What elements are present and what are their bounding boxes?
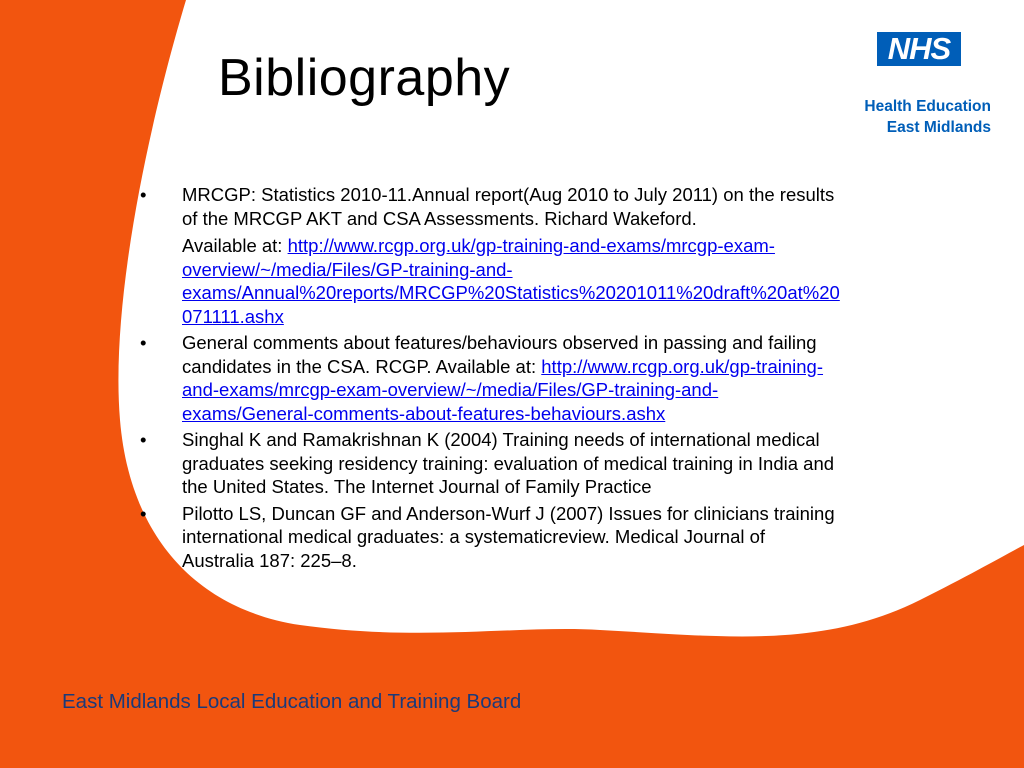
logo-line-east-midlands: East Midlands xyxy=(886,119,991,136)
reference-availability xyxy=(182,234,970,328)
bullet-icon: • xyxy=(140,332,147,353)
slide-title: Bibliography xyxy=(218,49,511,107)
reference-text-line: Pilotto LS, Duncan GF and Anderson-Wurf J (2007) Issues for clinicians training xyxy=(182,502,835,524)
reference-item-mrcgp-statistics xyxy=(140,183,970,328)
reference-text-line: of the MRCGP AKT and CSA Assessments. Richard Wakeford. xyxy=(182,207,697,229)
reference-item-singhal xyxy=(140,428,970,499)
reference-item-general-comments xyxy=(140,331,970,425)
reference-text-line: MRCGP: Statistics 2010-11.Annual report(Aug 2010 to July 2011) on the results xyxy=(182,184,835,205)
reference-text-line: General comments about features/behaviours observed in passing and failing xyxy=(182,332,817,353)
bibliography-list xyxy=(140,183,970,575)
reference-text-line: Australia 187: 225–8. xyxy=(182,549,357,571)
reference-text-line: the United States. The Internet Journal of Family Practice xyxy=(182,476,652,497)
bullet-icon: • xyxy=(140,502,147,524)
nhs-logo-text: NHS xyxy=(887,31,951,66)
reference-item-pilotto xyxy=(140,502,970,573)
reference-link-general-comments[interactable]: http://www.rcgp.org.uk/gp-training- and-exams/mrcgp-exam-overview/~/media/Files/GP-training-and- exams/General-comments-about-features-behaviours.ashx xyxy=(182,355,824,424)
bullet-icon: • xyxy=(140,184,147,205)
reference-text-line: candidates in the CSA. RCGP. Available at: http://www.rcgp.org.uk/gp-training- and-exams/mrcgp-exam-overview/~/media/Files/GP-training-and- exams/General-comments-about-features-behaviours.ashx xyxy=(182,355,824,424)
available-at-label: Available at: xyxy=(182,235,288,256)
reference-text-line: international medical graduates: a systematicreview. Medical Journal of xyxy=(182,526,766,547)
reference-text-line: graduates seeking residency training: evaluation of medical training in India and xyxy=(182,452,835,474)
footer-organization: East Midlands Local Education and Training Board xyxy=(62,690,522,713)
reference-link-mrcgp-statistics[interactable]: http://www.rcgp.org.uk/gp-training-and-exams/mrcgp-exam- overview/~/media/Files/GP-training-and- exams/Annual%20reports/MRCGP%20Statistics%20201011%20draft%20at%20 071111.ashx xyxy=(182,235,840,327)
bullet-icon: • xyxy=(140,429,147,450)
reference-text-line: Singhal K and Ramakrishnan K (2004) Training needs of international medical xyxy=(182,429,820,450)
logo-line-health-education: Health Education xyxy=(864,98,991,115)
nhs-health-education-logo xyxy=(845,30,995,140)
